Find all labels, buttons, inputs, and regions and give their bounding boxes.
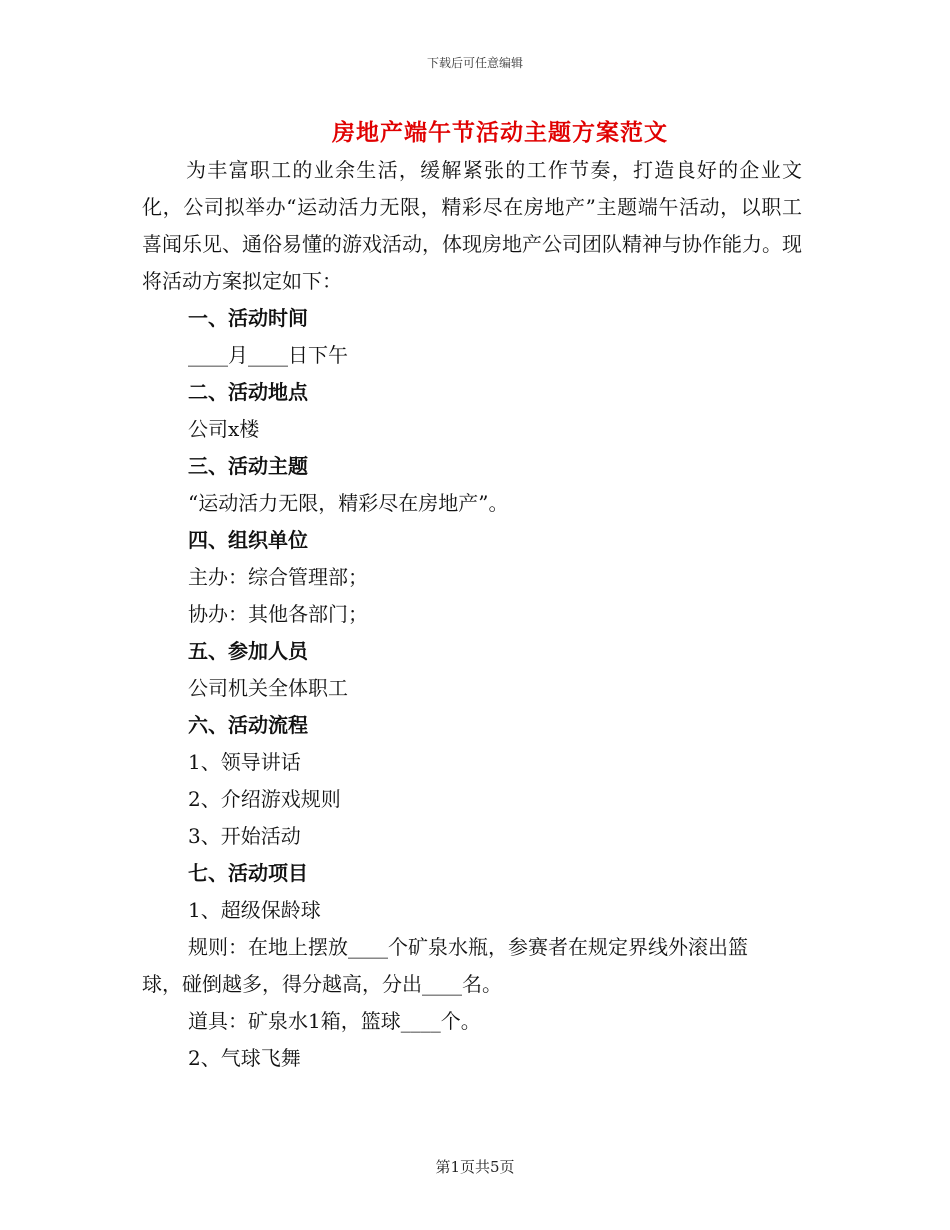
item-1-rule: 规则：在地上摆放____个矿泉水瓶，参赛者在规定界线外滚出篮: [188, 935, 748, 959]
process-step-3: 3、开始活动: [188, 824, 301, 848]
item-1-tools: 道具：矿泉水1箱，篮球____个。: [188, 1009, 481, 1033]
section-text-location: 公司x楼: [188, 417, 260, 441]
section-text-theme: “运动活力无限，精彩尽在房地产”。: [188, 491, 509, 515]
section-heading-process: 六、活动流程: [188, 713, 308, 737]
document-title: 房地产端午节活动主题方案范文: [332, 119, 668, 146]
section-heading-theme: 三、活动主题: [188, 454, 308, 478]
item-1-rule-continued: 球，碰倒越多，得分越高，分出____名。: [142, 972, 502, 996]
process-step-2: 2、介绍游戏规则: [188, 787, 341, 811]
section-heading-items: 七、活动项目: [188, 861, 308, 885]
item-1-title: 1、超级保龄球: [188, 898, 321, 922]
document-body: [142, 152, 802, 1077]
section-heading-location: 二、活动地点: [188, 380, 308, 404]
section-text-host: 主办：综合管理部；: [188, 565, 368, 589]
header-note: 下载后可任意编辑: [426, 56, 523, 70]
section-text-participants: 公司机关全体职工: [188, 676, 348, 700]
section-text-time: ____月____日下午: [188, 343, 348, 367]
process-step-1: 1、领导讲话: [188, 750, 301, 774]
section-text-cohost: 协办：其他各部门；: [188, 602, 368, 626]
section-heading-organizer: 四、组织单位: [188, 528, 308, 552]
section-heading-time: 一、活动时间: [188, 306, 308, 330]
page-footer: 第1页共5页: [435, 1158, 515, 1176]
intro-paragraph: 为丰富职工的业余生活，缓解紧张的工作节奏，打造良好的企业文化，公司拟举办“运动活力无限，精彩尽在房地产”主题端午活动，以职工喜闻乐见、通俗易懂的游戏活动，体现房地产公司团队精神与协作能力。现将活动方案拟定如下：: [142, 158, 802, 293]
section-heading-participants: 五、参加人员: [188, 639, 308, 663]
item-2-title: 2、气球飞舞: [188, 1046, 301, 1070]
